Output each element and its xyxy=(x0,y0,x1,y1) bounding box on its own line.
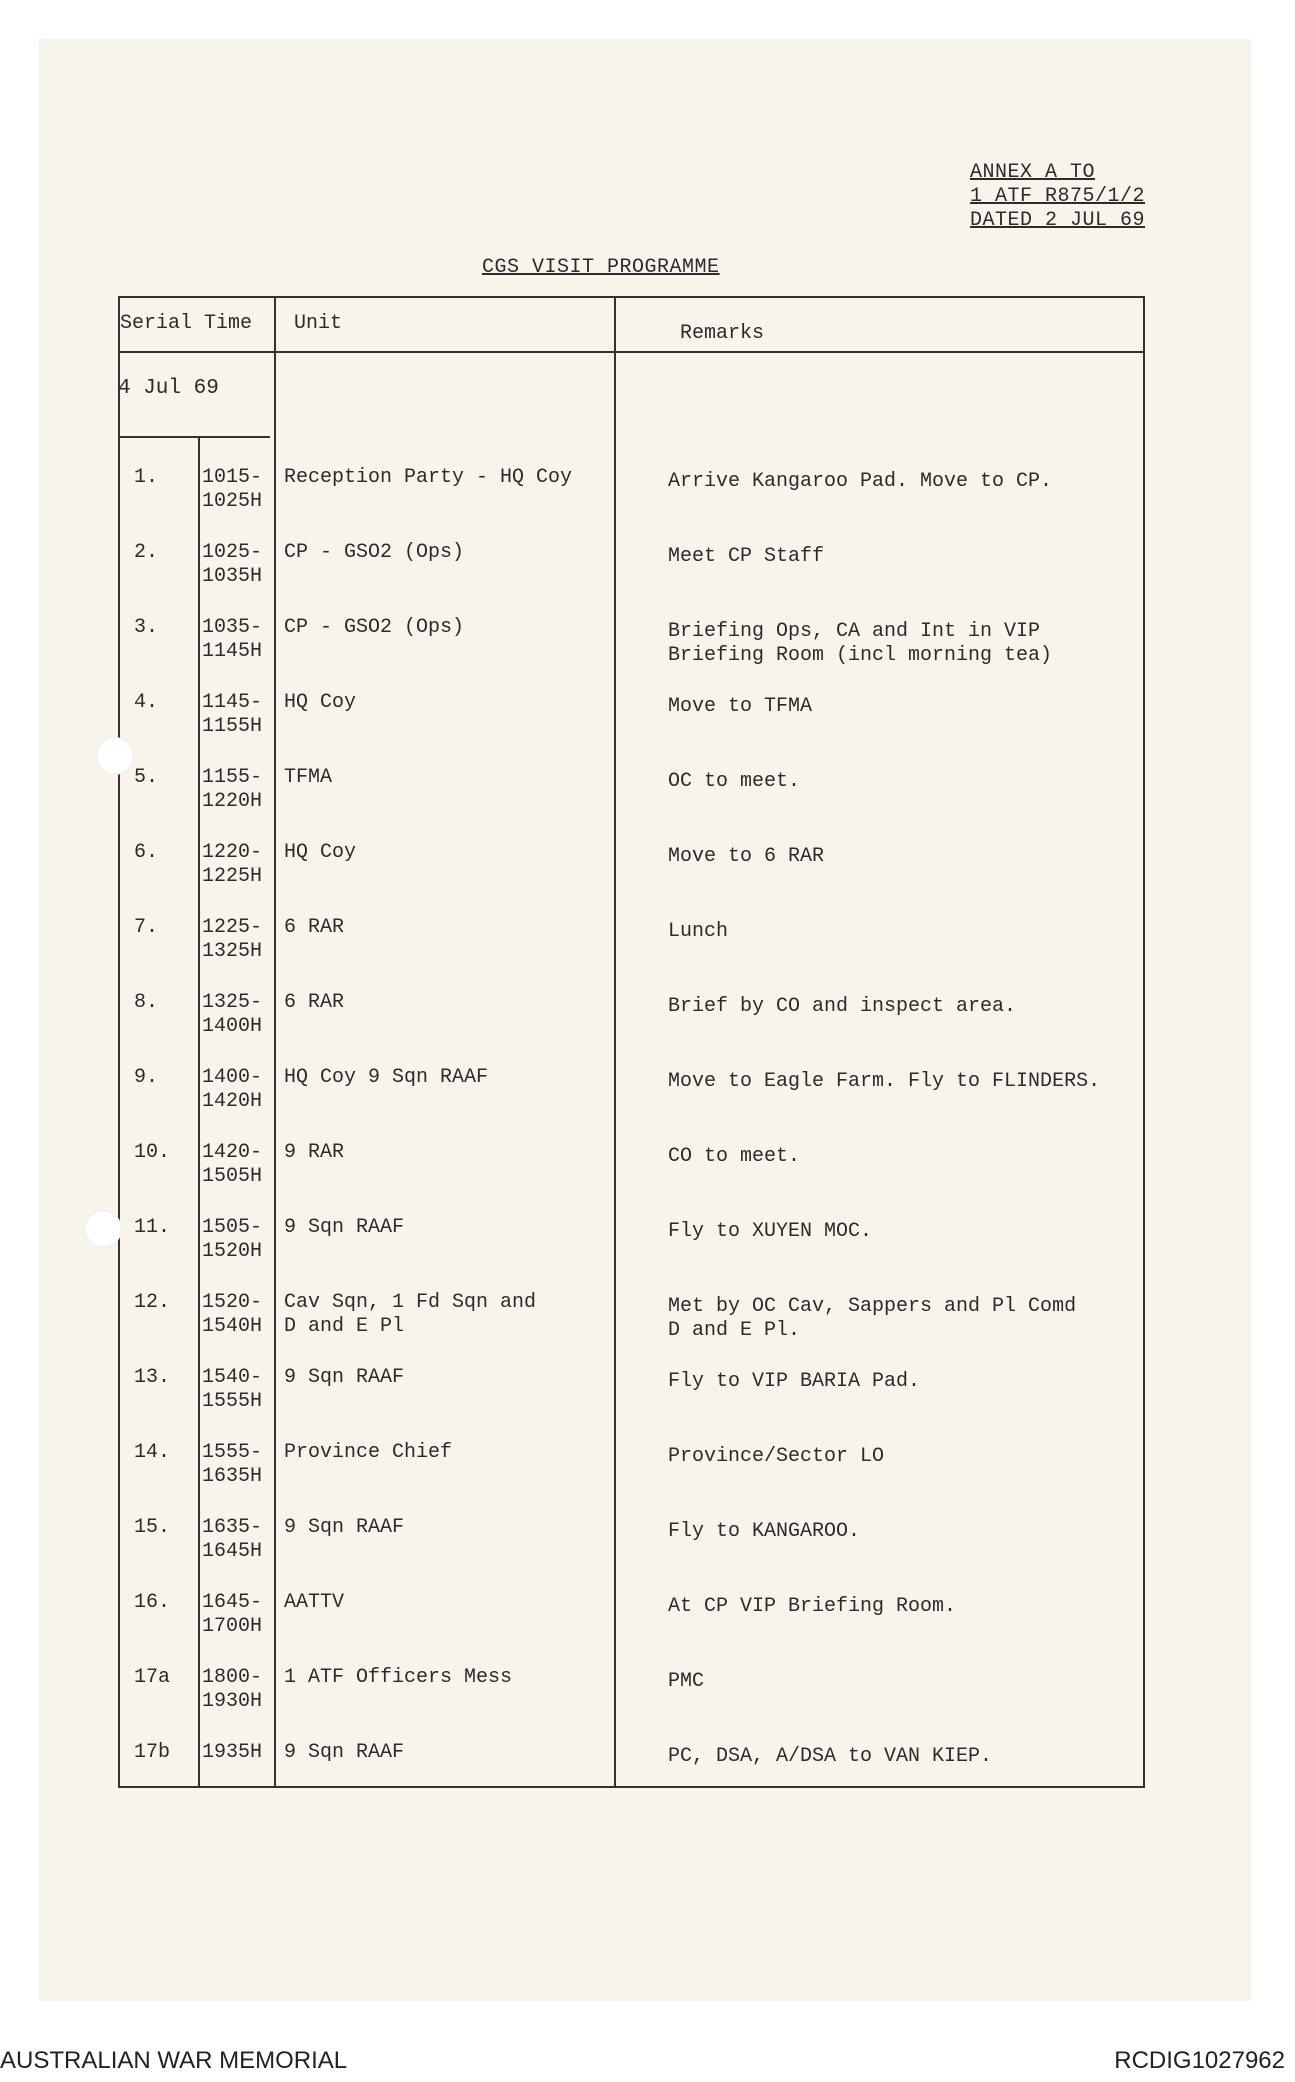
time-line: 1520- xyxy=(202,1291,263,1314)
remarks-cell xyxy=(668,1745,992,1769)
unit-cell xyxy=(284,991,344,1015)
unit-cell xyxy=(284,1066,488,1090)
unit-cell xyxy=(284,841,356,865)
remarks-cell xyxy=(668,695,812,719)
serial-cell: 4. xyxy=(134,691,159,714)
remarks-line: Fly to XUYEN MOC. xyxy=(668,1220,873,1243)
time-cell xyxy=(202,691,270,739)
unit-line: HQ Coy xyxy=(284,691,357,714)
remarks-line: PMC xyxy=(668,1670,705,1693)
time-cell xyxy=(202,1666,270,1714)
unit-cell xyxy=(284,541,464,565)
time-line: 1035H xyxy=(202,565,263,588)
unit-line: 6 RAR xyxy=(284,916,345,939)
remarks-cell xyxy=(668,1070,1100,1094)
time-cell xyxy=(202,991,270,1039)
remarks-line: Briefing Ops, CA and Int in VIP xyxy=(668,620,1041,643)
time-cell xyxy=(202,1366,270,1414)
serial-cell: 9. xyxy=(134,1066,159,1089)
serial-cell: 8. xyxy=(134,991,159,1014)
unit-cell xyxy=(284,1441,452,1465)
serial-cell: 7. xyxy=(134,916,159,939)
unit-line: CP - GSO2 (Ops) xyxy=(284,616,465,639)
annex-line: DATED 2 JUL 69 xyxy=(970,209,1146,232)
unit-cell xyxy=(284,916,344,940)
time-cell xyxy=(202,466,270,514)
table-row xyxy=(118,766,1145,836)
unit-cell xyxy=(284,1141,344,1165)
time-cell xyxy=(202,616,270,664)
time-cell xyxy=(202,1741,270,1765)
time-line: 1145H xyxy=(202,640,263,663)
table-row xyxy=(118,1291,1145,1361)
time-line: 1540- xyxy=(202,1366,263,1389)
serial-cell: 10. xyxy=(134,1141,171,1164)
table-row xyxy=(118,616,1145,686)
time-cell xyxy=(202,916,270,964)
serial-cell: 1. xyxy=(134,466,159,489)
time-line: 1645- xyxy=(202,1591,263,1614)
serial-cell: 12. xyxy=(134,1291,171,1314)
time-line: 1645H xyxy=(202,1540,263,1563)
serial-cell: 11. xyxy=(134,1216,171,1239)
unit-cell xyxy=(284,691,356,715)
remarks-cell xyxy=(668,620,1052,668)
remarks-line: Move to TFMA xyxy=(668,695,813,718)
time-line: 1520H xyxy=(202,1240,263,1263)
time-line: 1155H xyxy=(202,715,263,738)
unit-cell xyxy=(284,1516,404,1540)
header-divider xyxy=(118,351,1145,353)
time-line: 1555- xyxy=(202,1441,263,1464)
table-row xyxy=(118,841,1145,911)
remarks-cell xyxy=(668,770,800,794)
unit-line: 1 ATF Officers Mess xyxy=(284,1666,513,1689)
remarks-line: Fly to VIP BARIA Pad. xyxy=(668,1370,921,1393)
time-cell xyxy=(202,1141,270,1189)
remarks-line: PC, DSA, A/DSA to VAN KIEP. xyxy=(668,1745,993,1768)
time-cell xyxy=(202,841,270,889)
time-line: 1035- xyxy=(202,616,263,639)
remarks-line: Fly to KANGAROO. xyxy=(668,1520,861,1543)
unit-cell xyxy=(284,1591,344,1615)
remarks-cell xyxy=(668,1670,704,1694)
unit-line: HQ Coy xyxy=(284,841,357,864)
time-line: 1400H xyxy=(202,1015,263,1038)
programme-date: 4 Jul 69 xyxy=(118,377,219,400)
unit-cell xyxy=(284,1216,404,1240)
remarks-line: Move to Eagle Farm. Fly to FLINDERS. xyxy=(668,1070,1101,1093)
time-line: 1220- xyxy=(202,841,263,864)
time-line: 1635- xyxy=(202,1516,263,1539)
time-line: 1225H xyxy=(202,865,263,888)
time-cell xyxy=(202,541,270,589)
serial-cell: 3. xyxy=(134,616,159,639)
unit-line: Province Chief xyxy=(284,1441,453,1464)
serial-cell: 15. xyxy=(134,1516,171,1539)
unit-line: Reception Party - HQ Coy xyxy=(284,466,573,489)
unit-line: 9 RAR xyxy=(284,1141,345,1164)
unit-cell xyxy=(284,616,464,640)
time-cell xyxy=(202,1516,270,1564)
time-line: 1700H xyxy=(202,1615,263,1638)
time-line: 1555H xyxy=(202,1390,263,1413)
annex-line: ANNEX A TO xyxy=(970,161,1096,184)
table-row xyxy=(118,1216,1145,1286)
remarks-cell xyxy=(668,1520,860,1544)
time-line: 1935H xyxy=(202,1741,263,1764)
annex-reference xyxy=(970,161,1160,233)
table-row xyxy=(118,1666,1145,1736)
time-line: 1800- xyxy=(202,1666,263,1689)
unit-cell xyxy=(284,466,572,490)
time-line: 1420- xyxy=(202,1141,263,1164)
header-serial-time: Serial Time xyxy=(120,312,253,335)
serial-cell: 14. xyxy=(134,1441,171,1464)
remarks-line: Lunch xyxy=(668,920,729,943)
table-row xyxy=(118,1366,1145,1436)
footer-source: AUSTRALIAN WAR MEMORIAL xyxy=(0,2047,348,2074)
time-cell xyxy=(202,1591,270,1639)
unit-line: 9 Sqn RAAF xyxy=(284,1366,405,1389)
date-divider xyxy=(118,436,270,438)
table-row xyxy=(118,1141,1145,1211)
time-line: 1505- xyxy=(202,1216,263,1239)
header-remarks: Remarks xyxy=(680,322,765,345)
time-cell xyxy=(202,766,270,814)
remarks-line: D and E Pl. xyxy=(668,1319,801,1342)
time-line: 1155- xyxy=(202,766,263,789)
remarks-cell xyxy=(668,1370,920,1394)
unit-line: Cav Sqn, 1 Fd Sqn and xyxy=(284,1291,537,1314)
remarks-cell xyxy=(668,1145,800,1169)
serial-cell: 5. xyxy=(134,766,159,789)
time-line: 1025H xyxy=(202,490,263,513)
unit-line: HQ Coy 9 Sqn RAAF xyxy=(284,1066,489,1089)
time-line: 1325H xyxy=(202,940,263,963)
punch-hole xyxy=(84,1210,122,1248)
table-row xyxy=(118,1066,1145,1136)
table-row xyxy=(118,1516,1145,1586)
unit-line: 6 RAR xyxy=(284,991,345,1014)
time-line: 1220H xyxy=(202,790,263,813)
remarks-cell xyxy=(668,1595,956,1619)
table-row xyxy=(118,916,1145,986)
table-top-border xyxy=(118,296,1145,298)
unit-line: D and E Pl xyxy=(284,1315,405,1338)
unit-line: 9 Sqn RAAF xyxy=(284,1741,405,1764)
page-title: CGS VISIT PROGRAMME xyxy=(482,256,720,279)
remarks-cell xyxy=(668,1295,1076,1343)
annex-line: 1 ATF R875/1/2 xyxy=(970,185,1146,208)
serial-cell: 17a xyxy=(134,1666,171,1689)
table-row xyxy=(118,991,1145,1061)
remarks-cell xyxy=(668,845,824,869)
remarks-line: At CP VIP Briefing Room. xyxy=(668,1595,957,1618)
time-line: 1325- xyxy=(202,991,263,1014)
time-line: 1225- xyxy=(202,916,263,939)
remarks-line: Briefing Room (incl morning tea) xyxy=(668,644,1053,667)
remarks-line: OC to meet. xyxy=(668,770,801,793)
remarks-cell xyxy=(668,1445,884,1469)
remarks-cell xyxy=(668,1220,872,1244)
serial-cell: 6. xyxy=(134,841,159,864)
remarks-cell xyxy=(668,995,1016,1019)
unit-line: 9 Sqn RAAF xyxy=(284,1516,405,1539)
time-line: 1930H xyxy=(202,1690,263,1713)
remarks-cell xyxy=(668,920,728,944)
remarks-line: Brief by CO and inspect area. xyxy=(668,995,1017,1018)
time-cell xyxy=(202,1441,270,1489)
time-line: 1420H xyxy=(202,1090,263,1113)
remarks-cell xyxy=(668,470,1052,494)
time-cell xyxy=(202,1216,270,1264)
remarks-line: Move to 6 RAR xyxy=(668,845,825,868)
programme-table xyxy=(118,296,1145,1788)
remarks-line: CO to meet. xyxy=(668,1145,801,1168)
table-row xyxy=(118,1441,1145,1511)
unit-line: AATTV xyxy=(284,1591,345,1614)
remarks-line: Met by OC Cav, Sappers and Pl Comd xyxy=(668,1295,1077,1318)
time-line: 1540H xyxy=(202,1315,263,1338)
time-cell xyxy=(202,1291,270,1339)
serial-cell: 2. xyxy=(134,541,159,564)
remarks-line: Arrive Kangaroo Pad. Move to CP. xyxy=(668,470,1053,493)
time-line: 1635H xyxy=(202,1465,263,1488)
time-line: 1400- xyxy=(202,1066,263,1089)
unit-line: 9 Sqn RAAF xyxy=(284,1216,405,1239)
unit-cell xyxy=(284,766,332,790)
time-cell xyxy=(202,1066,270,1114)
table-row xyxy=(118,691,1145,761)
time-line: 1015- xyxy=(202,466,263,489)
unit-line: TFMA xyxy=(284,766,333,789)
time-line: 1145- xyxy=(202,691,263,714)
serial-cell: 16. xyxy=(134,1591,171,1614)
header-unit: Unit xyxy=(294,312,343,335)
unit-cell xyxy=(284,1366,404,1390)
table-row xyxy=(118,541,1145,611)
table-row xyxy=(118,1741,1145,1811)
punch-hole xyxy=(96,737,134,775)
time-line: 1025- xyxy=(202,541,263,564)
remarks-cell xyxy=(668,545,824,569)
remarks-line: Meet CP Staff xyxy=(668,545,825,568)
unit-cell xyxy=(284,1741,404,1765)
table-row xyxy=(118,1591,1145,1661)
serial-cell: 13. xyxy=(134,1366,171,1389)
serial-cell: 17b xyxy=(134,1741,171,1764)
remarks-line: Province/Sector LO xyxy=(668,1445,885,1468)
table-row xyxy=(118,466,1145,536)
unit-line: CP - GSO2 (Ops) xyxy=(284,541,465,564)
time-line: 1505H xyxy=(202,1165,263,1188)
unit-cell xyxy=(284,1666,512,1690)
unit-cell xyxy=(284,1291,536,1339)
footer-id: RCDIG1027962 xyxy=(1114,2047,1285,2074)
